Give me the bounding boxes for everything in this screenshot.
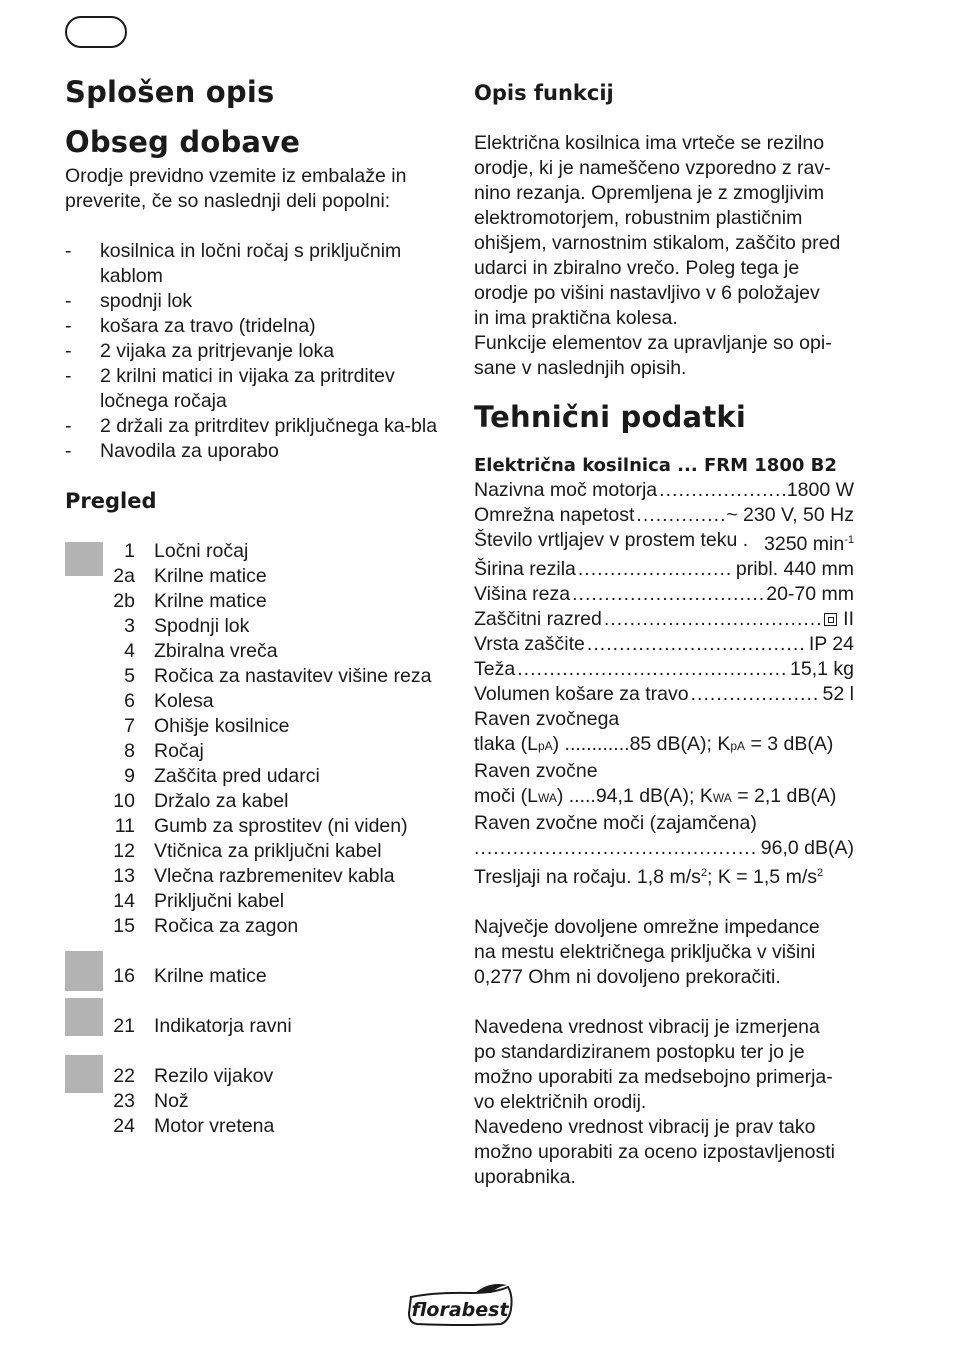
spec-title: Električna kosilnica ... FRM 1800 B2 (474, 455, 837, 476)
spec-value: 15,1 kg (790, 658, 854, 680)
text-line: po standardiziranem postopku ter jo je (474, 1041, 805, 1063)
part-number: 12 (113, 840, 135, 862)
spec-row-guaranteed (474, 836, 854, 861)
guaranteed-sound-power-label: Raven zvočne moči (zajamčena) (474, 812, 757, 834)
text-line: na mestu električnega priključka v višini (474, 941, 816, 963)
part-number: 4 (124, 640, 135, 662)
technical-data-heading: Tehnični podatki (474, 400, 747, 434)
spec-row-ip (474, 632, 854, 657)
spec-row-height (474, 582, 854, 607)
part-label: Indikatorja ravni (154, 1015, 292, 1037)
text-part: Tresljaji na ročaju. 1,8 m/s (474, 866, 701, 888)
part-number: 6 (124, 690, 135, 712)
text-part: tlaka (L (474, 733, 538, 755)
text-line: Navedeno vrednost vibracij je prav tako (474, 1116, 816, 1138)
superscript: 2 (700, 867, 707, 879)
text-line: vo električnih orodij. (474, 1091, 647, 1113)
part-label: Držalo za kabel (154, 790, 289, 812)
delivery-list (65, 239, 445, 464)
parts-group-1 (65, 539, 445, 939)
spec-row-rpm (474, 528, 854, 557)
vibration-value (474, 861, 854, 890)
leader-dots (578, 557, 734, 582)
part-label: Ročaj (154, 740, 204, 762)
sound-pressure-label: Raven zvočnega (474, 708, 620, 730)
protection-class-ii-icon (824, 613, 837, 626)
rpm-value: 3250 min (764, 533, 845, 555)
part-label: Spodnji lok (154, 615, 250, 637)
leader-dots (659, 478, 785, 503)
spec-label: Zaščitni razred (474, 608, 602, 630)
right-column (474, 70, 854, 1190)
text-line: elektromotorjem, robustnim plastičnim (474, 207, 803, 229)
text-line: možno uporabiti za medsebojno primerja- (474, 1066, 833, 1088)
text-line: ohišjem, varnostnim stikalom, zaščito pred (474, 232, 841, 254)
part-row (65, 564, 445, 589)
part-number: 23 (113, 1090, 135, 1112)
part-number: 13 (113, 865, 135, 887)
part-row (65, 1014, 445, 1039)
part-number: 21 (113, 1015, 135, 1037)
part-number: 14 (113, 890, 135, 912)
part-row (65, 839, 445, 864)
spec-row-motor (474, 478, 854, 503)
part-row (65, 589, 445, 614)
part-label: Ločni ročaj (154, 540, 249, 562)
sound-power-label: Raven zvočne (474, 760, 598, 782)
text-part: = 3 dB(A) (745, 733, 834, 755)
part-label: Ohišje kosilnice (154, 715, 290, 737)
leader-dots (517, 657, 788, 682)
part-label: Vtičnica za priključni kabel (154, 840, 382, 862)
delivery-intro: Orodje previdno vzemite iz embalaže in preverite, če so naslednji deli popolni: (65, 165, 407, 212)
part-row (65, 814, 445, 839)
spec-value (824, 607, 854, 632)
text-line: in ima praktična kolesa. (474, 307, 678, 329)
text-part: moči (L (474, 785, 538, 807)
part-row (65, 539, 445, 564)
spec-label: Omrežna napetost (474, 504, 635, 526)
spec-label: Teža (474, 658, 516, 680)
impedance-paragraph (474, 915, 854, 990)
function-description (474, 131, 854, 381)
text-line: udarci in zbiralno vrečo. Poleg tega je (474, 257, 800, 279)
part-row (65, 664, 445, 689)
leader-dots (474, 836, 759, 861)
part-label: Ročica za zagon (154, 915, 299, 937)
part-row (65, 614, 445, 639)
spec-row-protection-class (474, 607, 854, 632)
figure-marker (65, 542, 103, 576)
spec-row-basket (474, 682, 854, 707)
part-row (65, 889, 445, 914)
delivery-item: - košara za travo (tridelna) (65, 314, 445, 339)
text-line: Največje dovoljene omrežne impedance (474, 916, 820, 938)
text-line: Funkcije elementov za upravljanje so opi- (474, 332, 832, 354)
part-label: Kolesa (154, 690, 214, 712)
part-row (65, 789, 445, 814)
text-line: 0,277 Ohm ni dovoljeno prekoračiti. (474, 966, 781, 988)
text-line: možno uporabiti za oceno izpostavljenosti (474, 1141, 835, 1163)
parts-group-4 (65, 1064, 445, 1139)
part-row (65, 689, 445, 714)
text-line: Navedena vrednost vibracij je izmerjena (474, 1016, 820, 1038)
florabest-logo (405, 1283, 516, 1327)
leader-dots (572, 582, 764, 607)
leader-dots (604, 607, 822, 632)
part-number: 16 (113, 965, 135, 987)
spec-value: 52 l (822, 683, 854, 705)
parts-group-2 (65, 964, 445, 989)
spec-label: Število vrtljajev v prostem teku . (474, 529, 749, 551)
part-label: Motor vretena (154, 1115, 275, 1137)
subscript: pA (730, 739, 746, 753)
class-value: II (843, 608, 854, 630)
part-label: Rezilo vijakov (154, 1065, 274, 1087)
text-line: sane v naslednjih opisih. (474, 357, 687, 379)
text-part: ) .....94,1 dB(A); K (556, 785, 713, 807)
part-label: Vlečna razbremenitev kabla (154, 865, 395, 887)
spec-label: Volumen košare za travo (474, 683, 689, 705)
delivery-item: - 2 vijaka za pritrjevanje loka (65, 339, 445, 364)
part-number: 22 (113, 1065, 135, 1087)
part-row (65, 639, 445, 664)
spec-label: Vrsta zaščite (474, 633, 585, 655)
delivery-item: - 2 krilni matici in vijaka za pritrditev ločnega ročaja (65, 364, 445, 414)
text-line: Električna kosilnica ima vrteče se rezilno (474, 132, 825, 154)
part-label: Krilne matice (154, 965, 267, 987)
figure-marker (65, 998, 103, 1036)
part-row (65, 739, 445, 764)
text-line: orodje po višini nastavljivo v 6 položajev (474, 282, 820, 304)
delivery-item: - 2 držali za pritrditev priključnega ka-bla (65, 414, 445, 439)
spec-row-width (474, 557, 854, 582)
part-number: 24 (113, 1115, 135, 1137)
language-badge (65, 16, 127, 48)
heading-general-description: Splošen opis (65, 75, 275, 109)
part-label: Ročica za nastavitev višine reza (154, 665, 432, 687)
spec-value: IP 24 (808, 633, 854, 655)
part-row (65, 764, 445, 789)
part-number: 2a (113, 565, 135, 587)
part-number: 11 (114, 815, 135, 837)
text-part: = 2,1 dB(A) (731, 785, 837, 807)
text-line: orodje, ki je nameščeno vzporedno z rav- (474, 157, 831, 179)
spec-value: 96,0 dB(A) (760, 837, 854, 859)
spec-value (764, 528, 854, 557)
part-number: 15 (113, 915, 135, 937)
spec-row-weight (474, 657, 854, 682)
part-label: Zbiralna vreča (154, 640, 278, 662)
sound-power-value (474, 784, 854, 811)
part-number: 8 (124, 740, 135, 762)
part-number: 5 (124, 665, 135, 687)
overview-heading: Pregled (65, 489, 157, 513)
text-part: ) ............85 dB(A); K (552, 733, 731, 755)
subscript: WA (537, 791, 557, 805)
part-number: 7 (124, 715, 135, 737)
spec-label: Višina reza (474, 583, 571, 605)
part-number: 10 (113, 790, 135, 812)
part-label: Priključni kabel (154, 890, 285, 912)
part-label: Krilne matice (154, 590, 267, 612)
heading-scope-of-delivery: Obseg dobave (65, 125, 301, 159)
part-row (65, 964, 445, 989)
spec-value: 1800 W (786, 479, 854, 501)
part-label: Krilne matice (154, 565, 267, 587)
text-line: nino rezanja. Opremljena je z zmogljivim (474, 182, 825, 204)
subscript: pA (537, 739, 553, 753)
spec-row-voltage (474, 503, 854, 528)
superscript: 2 (817, 867, 824, 879)
spec-value: ~ 230 V, 50 Hz (726, 504, 854, 526)
delivery-item: - kosilnica in ločni ročaj s priključnim kablom (65, 239, 445, 289)
part-number: 3 (124, 615, 135, 637)
part-number: 9 (124, 765, 135, 787)
part-row (65, 1089, 445, 1114)
spec-value: 20-70 mm (766, 583, 854, 605)
superscript: -1 (844, 534, 854, 546)
text-line: uporabnika. (474, 1166, 576, 1188)
leader-dots (587, 632, 807, 657)
leader-dots (691, 682, 821, 707)
text-part: ; K = 1,5 m/s (706, 866, 817, 888)
figure-marker (65, 951, 103, 991)
part-label: Zaščita pred udarci (154, 765, 320, 787)
part-row (65, 1114, 445, 1139)
function-heading: Opis funkcij (474, 81, 614, 105)
spec-label: Širina rezila (474, 558, 576, 580)
logo-text: florabest (411, 1299, 509, 1321)
spec-value: pribl. 440 mm (735, 558, 854, 580)
spec-label: Nazivna moč motorja (474, 479, 658, 501)
leader-dots (636, 503, 724, 528)
delivery-item: - spodnji lok (65, 289, 445, 314)
part-label: Gumb za sprostitev (ni viden) (154, 815, 408, 837)
figure-marker (65, 1055, 103, 1093)
left-column (65, 70, 445, 1139)
part-row (65, 714, 445, 739)
parts-group-3 (65, 1014, 445, 1039)
sound-pressure-value (474, 732, 854, 759)
part-row (65, 864, 445, 889)
subscript: WA (712, 791, 732, 805)
delivery-item: - Navodila za uporabo (65, 439, 445, 464)
part-number: 1 (124, 540, 135, 562)
part-row (65, 914, 445, 939)
part-row (65, 1064, 445, 1089)
part-label: Nož (154, 1090, 189, 1112)
vibration-paragraph (474, 1015, 854, 1190)
part-number: 2b (113, 590, 135, 612)
